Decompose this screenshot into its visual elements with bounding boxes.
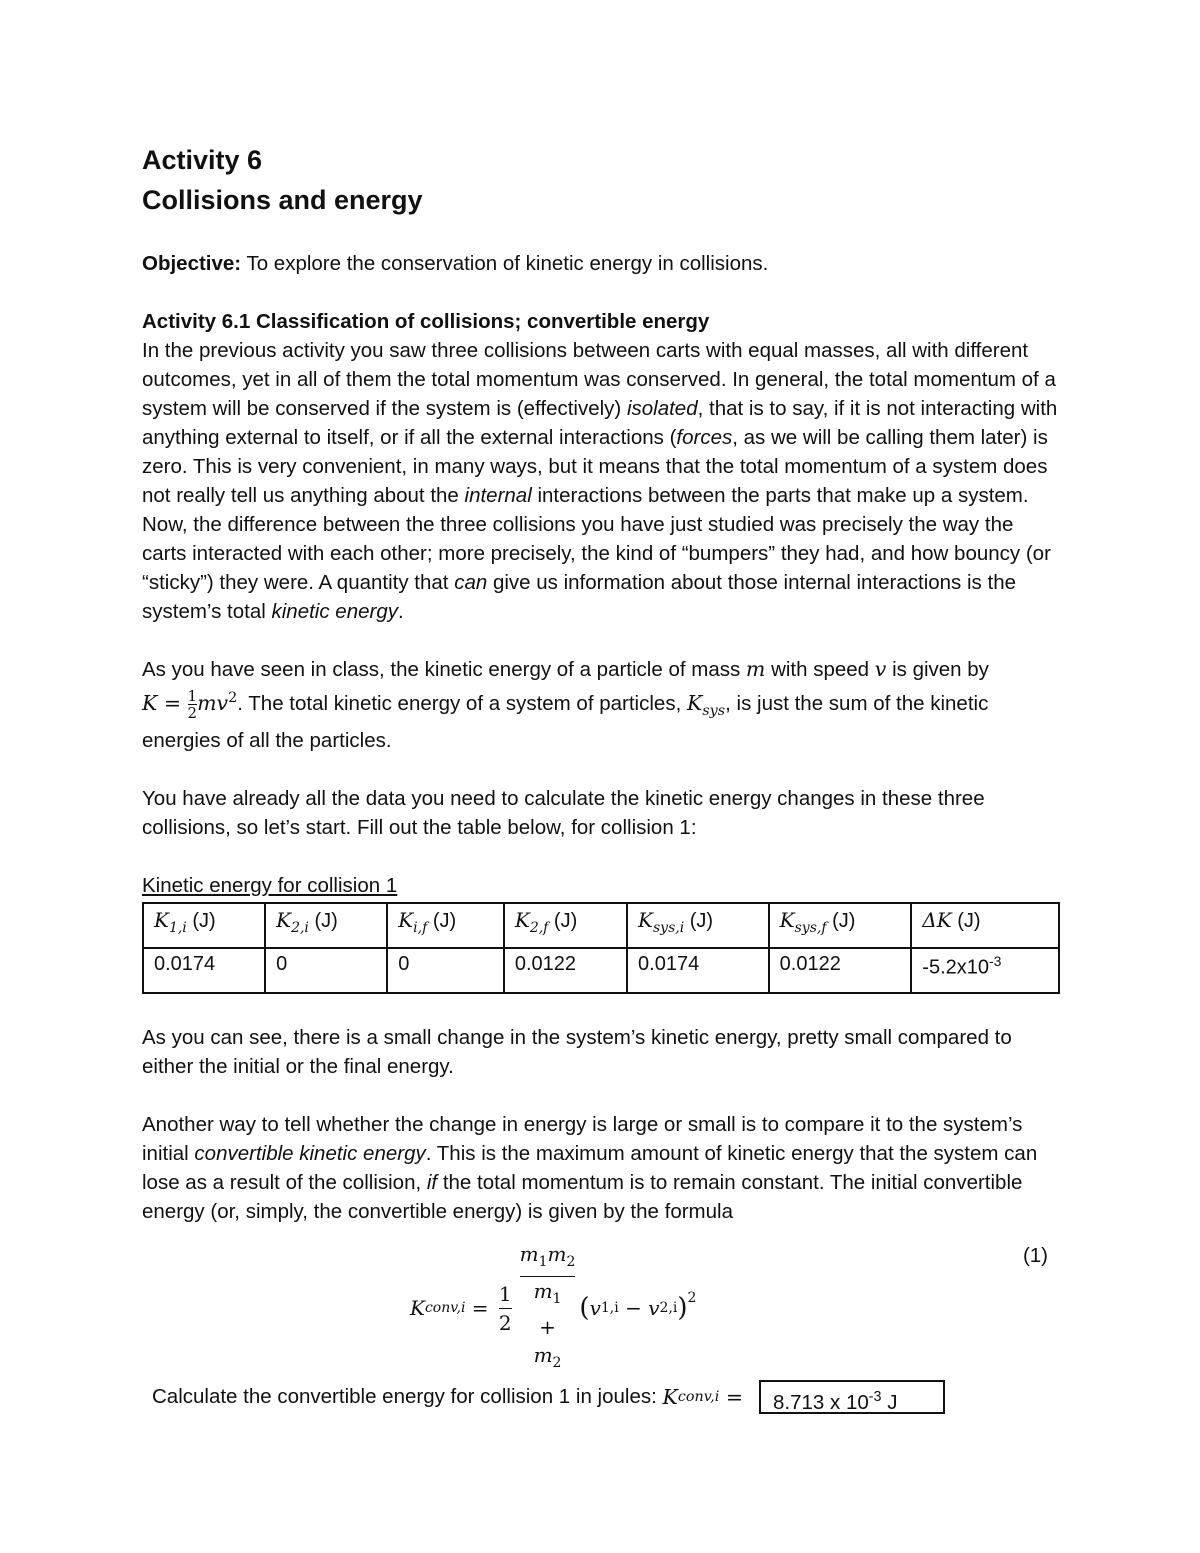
table-cell: 0.0174 <box>143 948 265 993</box>
math-subscript: 1 <box>552 1290 562 1307</box>
objective-label: Objective: <box>142 252 242 275</box>
answer-equals: = <box>719 1385 743 1409</box>
eq-fraction-half <box>499 1280 512 1337</box>
text-run: . This is the maximum amount of kinetic energy that the system can lose as a result of the collision, <box>142 1141 1038 1194</box>
value-base: -5.2x10 <box>922 956 990 979</box>
text-run: . <box>397 600 404 623</box>
math-exponent: 2 <box>228 690 238 706</box>
header-symbol: K <box>276 907 292 932</box>
fraction-numerator: 1 <box>499 1280 512 1309</box>
italic-run: forces <box>676 426 733 449</box>
header-unit: (J) <box>186 909 216 932</box>
math-m: m <box>533 1342 553 1367</box>
answer-box[interactable] <box>759 1380 945 1414</box>
answer-subscript: conv,i <box>677 1389 720 1405</box>
text-run: , that is to say, if it is not interacting with anything external to itself, or if all the external interactions ( <box>142 397 1058 449</box>
italic-run: can <box>454 571 488 594</box>
value-exponent: -3 <box>989 952 1002 969</box>
math-m: m <box>519 1241 539 1266</box>
italic-run: internal <box>464 484 532 507</box>
table-header-row <box>143 903 1059 948</box>
header-symbol: K <box>514 907 530 932</box>
header-cell <box>143 903 265 948</box>
header-symbol: K <box>398 907 414 932</box>
objective-text: To explore the conservation of kinetic energy in collisions. <box>241 252 769 275</box>
math-subscript: 1 <box>538 1253 548 1270</box>
text-run: As you have seen in class, the kinetic energy of a particle of mass <box>142 658 746 681</box>
math-v: v <box>589 1296 601 1321</box>
table-cell: 0 <box>387 948 504 993</box>
math-subscript: 2 <box>552 1354 562 1371</box>
header-symbol: K <box>779 907 795 932</box>
math-subscript: sys <box>702 702 726 719</box>
answer-exponent: -3 <box>868 1389 882 1405</box>
paragraph-bumpers <box>142 510 1060 626</box>
text-run: the total momentum is to remain constant. The initial convertible energy (or, simply, the convertible energy) is given by the formula <box>142 1170 1023 1223</box>
answer-value: 8.713 x 10 <box>773 1390 869 1414</box>
math-K: K <box>142 690 158 715</box>
italic-run: kinetic energy <box>271 600 398 623</box>
header-unit: (J) <box>427 909 457 932</box>
header-subscript: sys,f <box>794 919 827 936</box>
math-subscript: 2 <box>566 1253 576 1270</box>
table-cell-delta-k <box>911 948 1059 993</box>
eq-power: 2 <box>687 1290 697 1307</box>
table-cell: 0.0122 <box>769 948 912 993</box>
header-unit: (J) <box>951 909 981 932</box>
header-unit: (J) <box>548 909 578 932</box>
math-subscript: 1,i <box>600 1300 619 1317</box>
header-symbol: K <box>154 907 169 932</box>
header-cell <box>769 903 912 948</box>
table-caption: Kinetic energy for collision 1 <box>142 873 398 897</box>
math-K-sys: K <box>686 690 703 715</box>
answer-symbol: K <box>662 1385 678 1409</box>
fraction-denominator <box>520 1277 576 1377</box>
equation-convertible-energy <box>142 1234 1060 1371</box>
paragraph-convertible-energy <box>142 1110 1060 1226</box>
section-heading: Activity 6.1 Classification of collisions; convertible energy <box>142 310 710 333</box>
eq-open-paren: ( <box>579 1293 590 1324</box>
fraction-numerator: 1 <box>187 686 198 705</box>
math-v: v <box>874 657 887 681</box>
math-mv: mv <box>197 690 229 715</box>
title-activity-number: Activity 6 <box>142 145 263 175</box>
kinetic-energy-table <box>142 902 1060 994</box>
fraction-half <box>188 688 198 721</box>
header-cell <box>911 903 1059 948</box>
header-subscript: sys,i <box>652 919 685 936</box>
table-cell: 0.0174 <box>627 948 769 993</box>
text-run: In the previous activity you saw three collisions between carts with equal masses, all with different outcomes, yet in all of them the total momentum was conserved. In general, the total momentum of a system will be conserved if the system is (effectively) <box>142 339 1056 420</box>
objective <box>142 249 1060 278</box>
text-run: Now, the difference between the three collisions you have just studied was precisely the way the carts interacted with each other; more precisely, the kind of “bumpers” they had, and how bouncy (or “sticky”) they were. A quantity that <box>142 513 1051 594</box>
text-run: Another way to tell whether the change in energy is large or small is to compare it to the system’s initial <box>142 1112 1023 1165</box>
math-plus: + <box>532 1314 563 1339</box>
math-v: v <box>648 1296 660 1321</box>
eq-fraction-mass <box>520 1240 576 1377</box>
header-cell <box>504 903 627 948</box>
math-equals: = <box>157 690 188 715</box>
fraction-numerator <box>520 1240 576 1277</box>
eq-lhs-subscript: conv,i <box>424 1300 466 1317</box>
answer-row <box>152 1380 945 1414</box>
math-m: m <box>547 1241 567 1266</box>
header-unit: (J) <box>684 909 714 932</box>
paragraph-small-change: As you can see, there is a small change in the system’s kinetic energy, pretty small compared to either the initial or the final energy. <box>142 1025 1012 1078</box>
italic-run: isolated <box>626 397 698 420</box>
table-row <box>143 948 1059 993</box>
header-symbol: ΔK <box>922 907 952 932</box>
header-unit: (J) <box>308 909 338 932</box>
header-subscript: i,f <box>413 919 428 936</box>
answer-prompt: Calculate the convertible energy for collision 1 in joules: <box>152 1385 663 1408</box>
text-run: interactions between the parts that make up a system. <box>531 484 1029 507</box>
text-run: . The total kinetic energy of a system of particles, <box>237 691 687 715</box>
italic-run: if <box>426 1170 438 1194</box>
header-subscript: 2,f <box>529 919 549 936</box>
header-subscript: 1,i <box>168 919 187 936</box>
header-cell <box>627 903 769 948</box>
answer-unit: J <box>881 1390 898 1414</box>
fraction-denominator: 2 <box>498 1310 512 1335</box>
text-run: with speed <box>765 658 875 681</box>
paragraph-momentum <box>142 336 1060 510</box>
title-topic: Collisions and energy <box>142 185 423 215</box>
paragraph-kinetic-energy <box>142 655 1060 755</box>
document-page <box>142 140 1060 1371</box>
table-cell: 0.0122 <box>504 948 627 993</box>
math-m: m <box>745 657 766 681</box>
header-symbol: K <box>638 907 653 932</box>
paragraph-table-intro: You have already all the data you need to calculate the kinetic energy changes in these three collisions, so let’s start. Fill out the table below, for collision 1: <box>142 786 985 839</box>
equation-body <box>410 1240 696 1377</box>
text-run: , as we will be calling them later) is zero. This is very convenient, in many ways, but it means that the total momentum of a system does not really tell us anything about the <box>142 426 1048 507</box>
header-cell <box>265 903 387 948</box>
header-unit: (J) <box>826 909 856 932</box>
header-subscript: 2,i <box>291 919 309 936</box>
math-m: m <box>533 1278 553 1303</box>
equation-number: (1) <box>1022 1243 1048 1267</box>
text-run: is given by <box>886 658 989 681</box>
text-run: , is just the sum of the kinetic energies of all the particles. <box>142 691 989 752</box>
text-run: give us information about those internal interactions is the system’s total <box>142 571 1016 623</box>
table-cell: 0 <box>265 948 387 993</box>
math-subscript: 2,i <box>659 1300 678 1317</box>
eq-close-paren: ) <box>677 1293 688 1324</box>
eq-equals: = <box>465 1296 495 1321</box>
italic-run: convertible kinetic energy <box>194 1141 426 1165</box>
eq-lhs-symbol: K <box>410 1296 425 1321</box>
fraction-denominator: 2 <box>187 703 198 722</box>
math-minus: − <box>618 1296 649 1321</box>
header-cell <box>387 903 504 948</box>
